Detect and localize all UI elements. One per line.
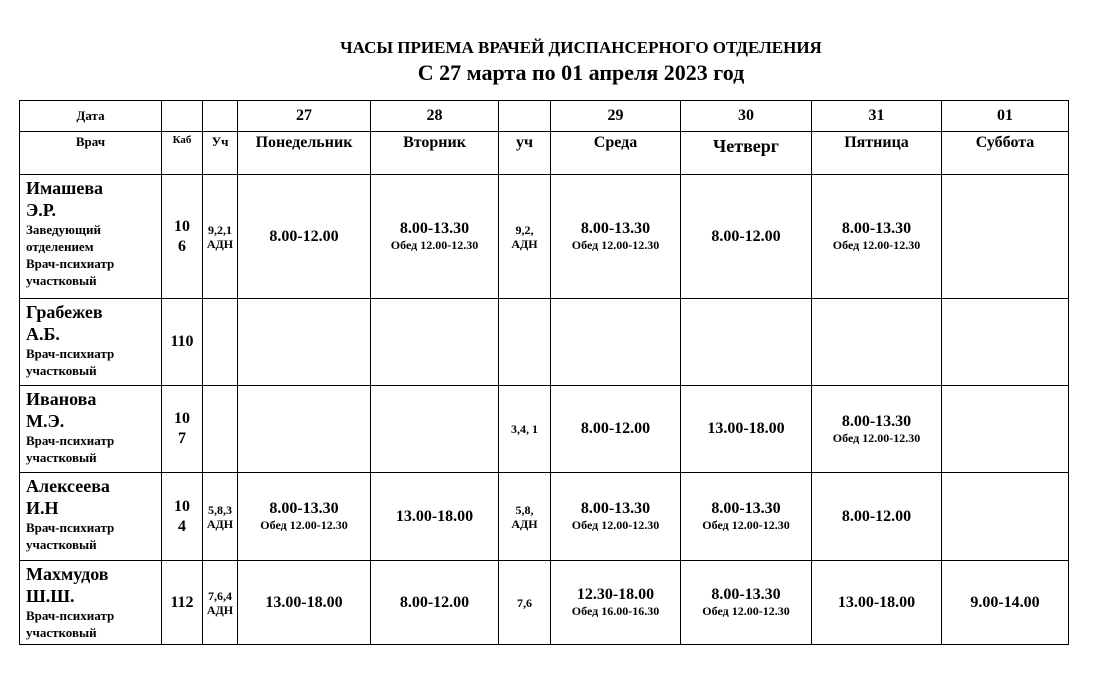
cabinet-number-line: 10	[174, 410, 190, 427]
doctor-role-line: Врач-психиатр	[26, 433, 115, 448]
district-line: 9,2,1	[208, 222, 232, 237]
doctor-surname: Алексеева	[26, 476, 110, 496]
doctor-initials: А.Б.	[26, 324, 60, 344]
saturday-time: 9.00-14.00	[970, 593, 1040, 611]
cabinet-number-line: 10	[174, 217, 190, 235]
doctor-cell	[20, 386, 162, 473]
monday-cell	[238, 473, 371, 561]
doctor-role-line: Врач-психиатр	[26, 520, 115, 535]
monday-cell	[238, 299, 371, 386]
header-empty-cell	[203, 101, 238, 132]
schedule-rows	[20, 175, 1069, 645]
district-cell	[203, 299, 238, 386]
schedule-table	[19, 100, 1069, 645]
header-empty-cell	[499, 101, 551, 132]
friday-time: 8.00-13.30	[841, 412, 912, 430]
header-uch2-label: уч	[499, 132, 551, 175]
thursday-time: 8.00-13.30	[711, 500, 781, 517]
district2-cell	[499, 561, 551, 645]
doctor-initials: И.Н	[26, 498, 59, 518]
doctor-role-line: участковый	[26, 450, 97, 465]
doctor-cell	[20, 175, 162, 299]
wednesday-cell	[551, 561, 681, 645]
header-date-01: 01	[942, 101, 1069, 132]
thursday-time: 8.00-12.00	[711, 227, 781, 245]
district2-cell	[499, 299, 551, 386]
wednesday-lunch: Обед 16.00-16.30	[571, 604, 660, 618]
thursday-cell	[681, 175, 812, 299]
district2-line: АДН	[511, 516, 538, 531]
wednesday-cell	[551, 473, 681, 561]
district-cell	[203, 175, 238, 299]
tuesday-time: 8.00-13.30	[399, 220, 470, 237]
friday-cell	[812, 561, 942, 645]
wednesday-lunch: Обед 12.00-12.30	[571, 518, 660, 532]
doctor-row	[20, 473, 1069, 561]
saturday-cell	[942, 473, 1069, 561]
friday-time: 13.00-18.00	[837, 593, 916, 611]
friday-cell	[812, 386, 942, 473]
district2-line: 3,4, 1	[511, 422, 538, 436]
wednesday-time: 8.00-12.00	[580, 420, 651, 437]
header-date-27: 27	[238, 101, 371, 132]
tuesday-cell	[371, 473, 499, 561]
doctor-surname: Махмудов	[26, 564, 109, 584]
friday-time: 8.00-13.30	[841, 220, 912, 237]
district2-cell	[499, 473, 551, 561]
district2-line: 9,2,	[515, 222, 534, 237]
doctor-role-line: участковый	[26, 625, 97, 640]
header-date-28: 28	[371, 101, 499, 132]
header-day-saturday: Суббота	[942, 132, 1069, 175]
thursday-cell	[681, 561, 812, 645]
doctor-initials: Э.Р.	[26, 200, 56, 220]
header-date-29: 29	[551, 101, 681, 132]
header-day-wednesday: Среда	[551, 132, 681, 175]
cabinet-cell	[162, 175, 203, 299]
district-line: АДН	[206, 236, 234, 251]
doctor-role-line: Врач-психиатр	[26, 608, 115, 623]
doctor-cell	[20, 299, 162, 386]
header-date-label: Дата	[20, 101, 162, 132]
monday-cell	[238, 561, 371, 645]
doctor-role-line: Заведующий	[26, 222, 101, 237]
header-day-monday: Понедельник	[238, 132, 371, 175]
doctor-initials: Ш.Ш.	[26, 586, 75, 606]
cabinet-cell	[162, 473, 203, 561]
friday-lunch: Обед 12.00-12.30	[832, 430, 921, 445]
cabinet-number-line: 4	[178, 517, 186, 535]
wednesday-time: 8.00-13.30	[580, 500, 651, 517]
cabinet-number-line: 112	[170, 593, 194, 611]
saturday-cell	[942, 386, 1069, 473]
district2-line: 5,8,	[515, 502, 534, 517]
cabinet-number-line: 10	[174, 497, 190, 515]
district-line: 5,8,3	[208, 502, 232, 517]
saturday-cell	[942, 299, 1069, 386]
monday-cell	[238, 386, 371, 473]
district-cell	[203, 386, 238, 473]
thursday-lunch: Обед 12.00-12.30	[702, 604, 790, 618]
cabinet-number-line: 7	[178, 430, 186, 447]
header-row-days	[20, 132, 1069, 175]
thursday-time: 8.00-13.30	[711, 586, 781, 603]
tuesday-time: 13.00-18.00	[395, 507, 474, 525]
thursday-cell	[681, 386, 812, 473]
thursday-cell	[681, 299, 812, 386]
doctor-surname: Иванова	[26, 389, 97, 409]
thursday-cell	[681, 473, 812, 561]
cabinet-cell	[162, 299, 203, 386]
tuesday-cell	[371, 175, 499, 299]
monday-time: 8.00-13.30	[269, 500, 339, 517]
cabinet-cell	[162, 561, 203, 645]
document-title: ЧАСЫ ПРИЕМА ВРАЧЕЙ ДИСПАНСЕРНОГО ОТДЕЛЕНИЯ	[340, 38, 822, 57]
saturday-cell	[942, 175, 1069, 299]
header-empty-cell	[162, 101, 203, 132]
thursday-lunch: Обед 12.00-12.30	[702, 518, 790, 532]
doctor-row	[20, 561, 1069, 645]
monday-time: 8.00-12.00	[269, 227, 339, 245]
header-day-friday: Пятница	[812, 132, 942, 175]
wednesday-time: 8.00-13.30	[580, 220, 651, 237]
friday-cell	[812, 473, 942, 561]
wednesday-cell	[551, 175, 681, 299]
friday-lunch: Обед 12.00-12.30	[832, 238, 921, 252]
tuesday-time: 8.00-12.00	[399, 593, 470, 611]
tuesday-lunch: Обед 12.00-12.30	[390, 238, 479, 252]
district-line: 7,6,4	[208, 588, 232, 603]
district-line: АДН	[206, 516, 234, 531]
monday-time: 13.00-18.00	[265, 593, 343, 611]
district-cell	[203, 561, 238, 645]
doctor-cell	[20, 561, 162, 645]
monday-lunch: Обед 12.00-12.30	[260, 518, 348, 532]
tuesday-cell	[371, 561, 499, 645]
doctor-initials: М.Э.	[26, 411, 65, 431]
district2-line: АДН	[511, 236, 538, 251]
monday-cell	[238, 175, 371, 299]
doctor-role-line: участковый	[26, 363, 97, 378]
cabinet-number-line: 110	[170, 333, 194, 350]
doctor-role-line: Врач-психиатр	[26, 256, 115, 271]
header-kab-label: Каб	[162, 132, 203, 175]
friday-cell	[812, 299, 942, 386]
doctor-row	[20, 175, 1069, 299]
doctor-surname: Имашева	[26, 178, 104, 198]
header-date-31: 31	[812, 101, 942, 132]
wednesday-cell	[551, 299, 681, 386]
district2-line: 7,6	[517, 595, 532, 610]
doctor-row	[20, 299, 1069, 386]
district2-cell	[499, 386, 551, 473]
friday-cell	[812, 175, 942, 299]
wednesday-cell	[551, 386, 681, 473]
doctor-row	[20, 386, 1069, 473]
cabinet-cell	[162, 386, 203, 473]
friday-time: 8.00-12.00	[841, 507, 912, 525]
district-line: АДН	[206, 602, 234, 617]
document-subtitle: С 27 марта по 01 апреля 2023 год	[417, 60, 745, 85]
header-day-tuesday: Вторник	[371, 132, 499, 175]
wednesday-lunch: Обед 12.00-12.30	[571, 238, 660, 252]
cabinet-number-line: 6	[178, 237, 186, 255]
doctor-cell	[20, 473, 162, 561]
district2-cell	[499, 175, 551, 299]
doctor-surname: Грабежев	[26, 302, 103, 322]
header-doctor-label: Врач	[20, 132, 162, 175]
header-day-thursday: Четверг	[681, 132, 812, 175]
header-row-dates	[20, 101, 1069, 132]
tuesday-cell	[371, 299, 499, 386]
doctor-role-line: Врач-психиатр	[26, 346, 115, 361]
header-date-30: 30	[681, 101, 812, 132]
doctor-role-line: участковый	[26, 537, 97, 552]
header-uch-label: Уч	[203, 132, 238, 175]
thursday-time: 13.00-18.00	[707, 420, 785, 437]
doctor-role-line: отделением	[26, 239, 94, 254]
wednesday-time: 12.30-18.00	[576, 586, 655, 603]
district-cell	[203, 473, 238, 561]
saturday-cell	[942, 561, 1069, 645]
doctor-role-line: участковый	[26, 273, 97, 288]
tuesday-cell	[371, 386, 499, 473]
